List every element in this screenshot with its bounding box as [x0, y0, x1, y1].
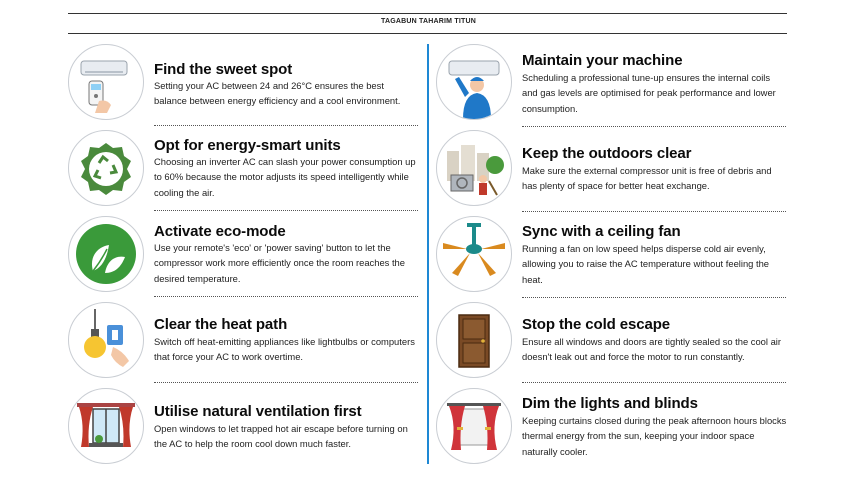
tip-title-cold-escape: Stop the cold escape — [522, 316, 671, 333]
technician-icon — [436, 44, 512, 120]
thermostat-remote-icon — [68, 44, 144, 120]
door-icon — [436, 302, 512, 378]
separator — [154, 382, 418, 383]
column-divider — [427, 44, 429, 464]
ceiling-fan-icon — [436, 216, 512, 292]
separator — [154, 296, 418, 297]
tip-title-energy-smart: Opt for energy-smart units — [154, 137, 341, 154]
separator — [522, 382, 786, 383]
curtains-icon — [436, 388, 512, 464]
separator — [154, 210, 418, 211]
tip-body-energy-smart: Choosing an inverter AC can slash your power consumption up to 60% because the motor adjusts its speed intelligently while cooling the air. — [154, 156, 416, 198]
tip-body-eco-mode: Use your remote's 'eco' or 'power saving' button to let the compressor work more efficiently once the room reaches the desired temperature. — [154, 242, 405, 284]
tip-body-maintain-machine: Scheduling a professional tune-up ensures the internal coils and gas levels are optimised for peak performance and lower consumption. — [522, 72, 776, 114]
tip-title-lights-blinds: Dim the lights and blinds — [522, 395, 698, 412]
top-rule-lower — [68, 33, 787, 34]
recycle-badge-icon — [68, 130, 144, 206]
tip-body-outdoors-clear: Make sure the external compressor unit is free of debris and has plenty of space for better heat exchange. — [522, 165, 772, 192]
top-rule — [68, 13, 787, 14]
separator — [522, 126, 786, 127]
separator — [522, 297, 786, 298]
tip-title-natural-ventilation: Utilise natural ventilation first — [154, 403, 362, 420]
tip-body-lights-blinds: Keeping curtains closed during the peak afternoon hours blocks thermal energy from the sun, keeping your indoor space naturally cooler. — [522, 415, 787, 457]
tip-body-heat-path: Switch off heat-emitting appliances like lightbulbs or computers that force your AC to work overtime. — [154, 336, 415, 363]
tip-body-sweet-spot: Setting your AC between 24 and 26°C ensures the best balance between energy efficiency and a cool environment. — [154, 80, 401, 107]
tip-title-maintain-machine: Maintain your machine — [522, 52, 683, 69]
separator — [522, 211, 786, 212]
tip-title-ceiling-fan: Sync with a ceiling fan — [522, 223, 681, 240]
tip-body-cold-escape: Ensure all windows and doors are tightly sealed so the cool air doesn't leak out and force the motor to run constantly. — [522, 336, 781, 363]
separator — [154, 125, 418, 126]
open-window-icon — [68, 388, 144, 464]
outdoor-unit-icon — [436, 130, 512, 206]
tip-title-heat-path: Clear the heat path — [154, 316, 288, 333]
eco-leaf-icon — [68, 216, 144, 292]
tip-title-sweet-spot: Find the sweet spot — [154, 61, 293, 78]
tip-body-natural-ventilation: Open windows to let trapped hot air escape before turning on the AC to help the room cool down much faster. — [154, 423, 408, 450]
tip-body-ceiling-fan: Running a fan on low speed helps disperse cold air evenly, allowing you to raise the AC temperature without feeling the heat. — [522, 243, 770, 285]
tip-title-outdoors-clear: Keep the outdoors clear — [522, 145, 692, 162]
tip-title-eco-mode: Activate eco-mode — [154, 223, 286, 240]
lightbulb-switch-icon — [68, 302, 144, 378]
byline: TAGABUN TAHARIM TITUN — [381, 18, 476, 25]
